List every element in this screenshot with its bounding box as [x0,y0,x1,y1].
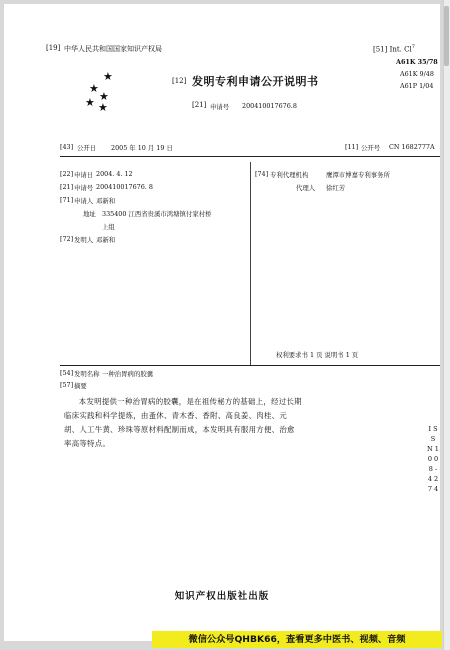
inventor: 邓新和 [96,236,116,244]
ipc-main: A61K 35/78 [396,58,438,66]
vertical-scrollbar[interactable] [443,0,450,650]
applicant: 邓新和 [96,197,116,205]
agent: 徐红芳 [326,184,346,192]
applicant-label: 申请人 [74,197,94,205]
address-line-2: 上组 [102,223,115,231]
agent-label: 代理人 [296,184,316,192]
application-number-label: 申请号 [74,184,94,192]
inventor-label: 发明人 [74,236,94,244]
address-line-1: 335400 江西省贵溪市鸿塘镇付家村桥 [102,210,212,218]
agency-label: 专利代理机构 [270,171,309,179]
tag-12: [12] [172,77,187,85]
page-count: 权利要求书 1 页 说明书 1 页 [276,351,359,359]
application-number: 200410017676. 8 [96,183,153,191]
agency: 鹰潭市博嘉专利事务所 [326,171,390,179]
scrollbar-thumb[interactable] [444,6,449,66]
application-number-label-top: 申请号 [210,103,230,111]
column-divider [250,162,251,366]
ipc-3: A61P 1/04 [400,82,434,90]
tag-19: [19] [46,44,61,52]
filing-date-label: 申请日 [74,171,94,179]
divider-middle [60,365,440,366]
divider-top [60,156,440,157]
document-title: 发明专利申请公开说明书 [192,75,319,88]
tag-54: [54] [60,369,74,377]
tag-72: [72] [60,235,74,243]
tag-51 [373,44,415,53]
publication-date-label: 公开日 [77,144,97,152]
ipc-2: A61K 9/48 [400,70,434,78]
filing-date: 2004. 4. 12 [96,170,133,178]
patent-page: [19] 中华人民共和国国家知识产权局 ★ ★ ★ ★ ★ [12] 发明专利申请公开说明书 [21] 申请号 200410017676.8 [51] Int. Cl$^7$ A61K 35/78 A61K 9/48 A61P 1/04 [43] 公开日 2005 年 10 月 19 日 [11] 公开号 CN 1682777A [22] 申请日 2004. 4. 12 [21] 申请号 200410017676. 8 [71] 申请人 邓新和 地址 335400 江西省贵溪市鸿塘镇付家村桥 上组 [72] 发明人 邓新和 [74] 专利代理机构 鹰潭市博嘉专利事务所 代理人 徐红芳 权利要求书 1 页 说明书 1 页 [54] 发明名称 一种治胃病的胶囊 [57] 摘要 本发明提供一种治胃病的胶囊，是在祖传秘方的基础上，经过长期临床实践和科学提炼，由蚤休、青木香、香附、高良姜、肉桂、元胡、人工牛黄、珍珠等原材料配制而成，本发明具有服用方便、治愈率高等特点。 I S S N 1 0 0 8 - 4 2 7 4 知识产权出版社出版 [4,4,440,641]
wechat-banner[interactable]: 微信公众号QHBK66，查看更多中医书、视频、音频 [152,631,442,648]
invention-name: 一种治胃病的胶囊 [102,370,154,378]
issn-vertical: I S S N 1 0 0 8 - 4 2 7 4 [427,425,439,493]
publisher: 知识产权出版社出版 [174,591,270,602]
invention-name-label: 发明名称 [74,370,100,378]
country-office: 中华人民共和国国家知识产权局 [64,45,162,53]
address-label: 地址 [83,210,96,218]
tag-43: [43] [60,143,74,151]
publication-date: 2005 年 10 月 19 日 [111,144,173,152]
abstract-text: 本发明提供一种治胃病的胶囊，是在祖传秘方的基础上，经过长期临床实践和科学提炼，由蚤休、青木香、香附、高良姜、肉桂、元胡、人工牛黄、珍珠等原材料配制而成，本发明具有服用方便、治愈率高等特点。 [64,397,302,448]
application-number-top: 200410017676.8 [242,102,297,110]
abstract-label: 摘要 [74,382,87,390]
tag-21: [21] [60,183,74,191]
tag-74: [74] [255,170,269,178]
tag-21-top: [21] [192,101,207,109]
tag-11: [11] [345,143,359,151]
tag-71: [71] [60,196,74,204]
tag-22: [22] [60,170,74,178]
publication-number: CN 1682777A [389,143,435,151]
publication-number-label: 公开号 [361,144,381,152]
int-cl-superscript: 7 [411,44,415,50]
tag-57: [57] [60,381,74,389]
int-cl-label: [51] Int. Cl [373,45,412,54]
